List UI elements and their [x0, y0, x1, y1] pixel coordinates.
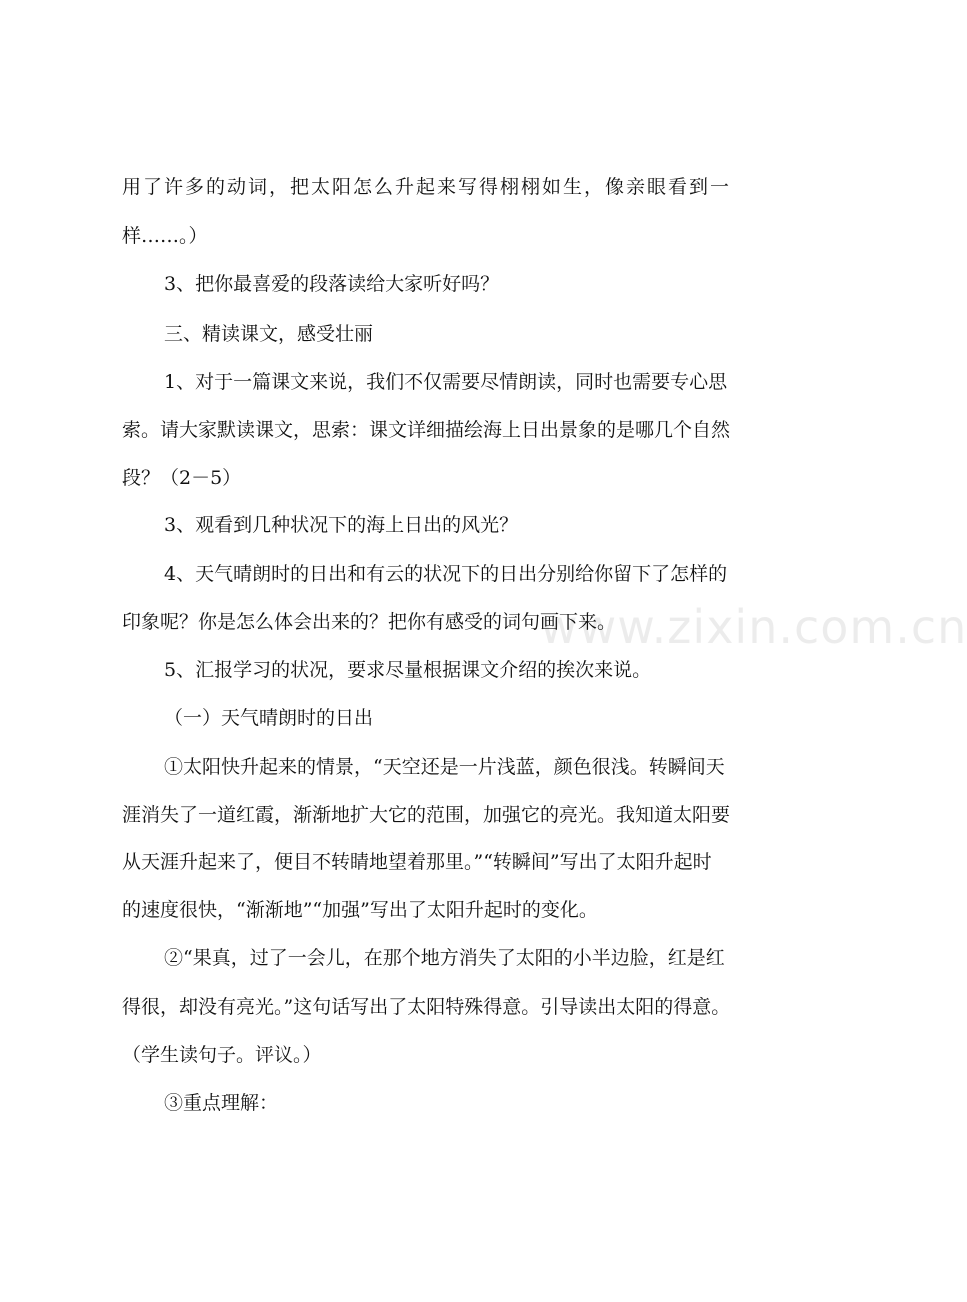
line-text: 5、汇报学习的状况，要求尽量根据课文介绍的挨次来说。: [164, 659, 652, 681]
line-text: ③重点理解：: [164, 1092, 279, 1114]
line-text: 4、天气晴朗时的日出和有云的状况下的日出分别给你留下了怎样的: [164, 563, 728, 585]
line-text: 得很，却没有亮光。”这句话写出了太阳特殊得意。引导读出太阳的得意。: [122, 996, 731, 1018]
line-text: 用了许多的动词，把太阳怎么升起来写得栩栩如生，像亲眼看到一: [122, 176, 732, 198]
line-text: 样……。）: [122, 225, 208, 247]
line-text: （学生读句子。评议。）: [122, 1044, 322, 1066]
line-text: 从天涯升起来了，便目不转睛地望着那里。”“转瞬间”写出了太阳升起时: [122, 851, 712, 873]
line-text: 的速度很快，“渐渐地”“加强”写出了太阳升起时的变化。: [122, 899, 598, 921]
watermark: www.zixin.com.cn: [540, 600, 967, 654]
line-text: ②“果真，过了一会儿，在那个地方消失了太阳的小半边脸，红是红: [164, 947, 725, 969]
line-text: 三、精读课文，感受壮丽: [164, 323, 374, 345]
line-text: 段？（2－5）: [122, 467, 242, 489]
line-text: ①太阳快升起来的情景，“天空还是一片浅蓝，颜色很浅。转瞬间天: [164, 756, 725, 778]
line-text: 3、观看到几种状况下的海上日出的风光？: [164, 514, 519, 536]
line-text: （一）天气晴朗时的日出: [164, 707, 374, 729]
line-text: 3、把你最喜爱的段落读给大家听好吗？: [164, 273, 500, 295]
line-text: 涯消失了一道红霞，渐渐地扩大它的范围，加强它的亮光。我知道太阳要: [122, 804, 731, 826]
line-text: 印象呢？你是怎么体会出来的？把你有感受的词句画下来。: [122, 611, 617, 633]
line-text: 索。请大家默读课文，思索：课文详细描绘海上日出景象的是哪几个自然: [122, 419, 731, 441]
line-text: 1、对于一篇课文来说，我们不仅需要尽情朗读，同时也需要专心思: [164, 371, 728, 393]
